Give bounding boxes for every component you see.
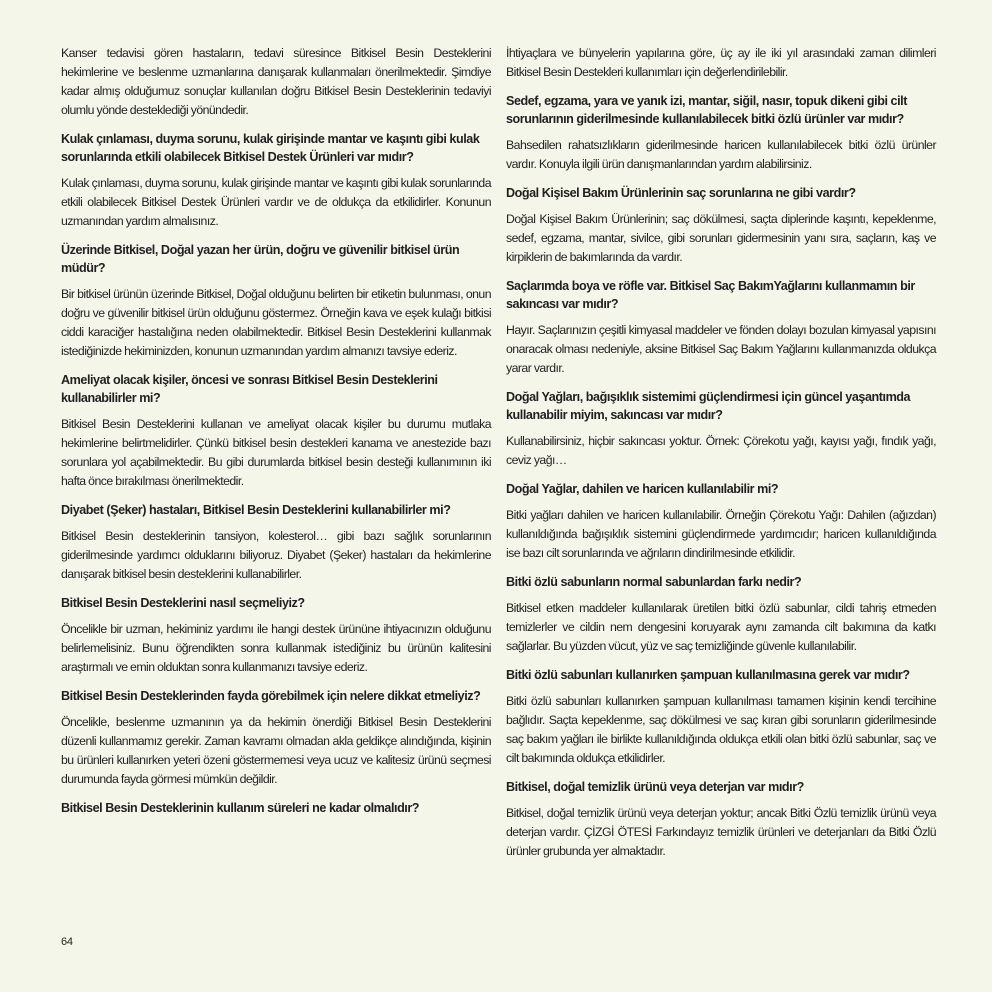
paragraph: Hayır. Saçlarınızın çeşitli kimyasal maddeler ve fönden dolayı bozulan kimyasal yapısını onaracak olması nedeniyle, aksine Bitkisel Saç Bakım Yağlarını kullanmanızda oldukça yarar vardır. bbox=[506, 323, 936, 375]
paragraph: Kullanabilirsiniz, hiçbir sakıncası yoktur. Örnek: Çörekotu yağı, kayısı yağı, fındık yağı, ceviz yağı… bbox=[506, 434, 936, 467]
left-column bbox=[61, 44, 491, 825]
paragraph: Bitki yağları dahilen ve haricen kullanılabilir. Örneğin Çörekotu Yağı: Dahilen (ağızdan) kullanıldığında bağışıklık sistemini güçlendirmede yardımcıdır; haricen kullanıldığında ise bazı cilt sorunlarında ve ağrıların dindirilmesinde etkilidir. bbox=[506, 508, 936, 560]
paragraph: Doğal Kişisel Bakım Ürünlerinin; saç dökülmesi, saçta diplerinde kaşıntı, kepeklenme, sedef, egzama, mantar, sivilce, gibi sorunları gidermesinin yanı sıra, saçların, kaş ve kirpiklerin de bakımlarında da vardır. bbox=[506, 212, 936, 264]
paragraph: Bitkisel Besin desteklerinin tansiyon, kolesterol… gibi bazı sağlık sorunlarının giderilmesinde yardımcı olduklarını biliyoruz. Diyabet (Şeker) hastaları da hekimlerine danışarak bitkisel besin desteklerini kullanabilirler. bbox=[61, 529, 491, 581]
question-heading: Bitkisel, doğal temizlik ürünü veya deterjan var mıdır? bbox=[506, 780, 804, 794]
paragraph: Kanser tedavisi gören hastaların, tedavi süresince Bitkisel Besin Desteklerini hekimlerine ve beslenme uzmanlarına danışarak kullanmaları önerilmektedir. Şimdiye kadar almış olduğumuz sonuçlar kullanılan doğru Bitkisel Besin Desteklerinin tedaviyi olumlu yönde desteklediği yönündedir. bbox=[61, 46, 491, 117]
question-heading: Bitkisel Besin Desteklerinden fayda görebilmek için nelere dikkat etmeliyiz? bbox=[61, 689, 481, 703]
question-heading: Bitki özlü sabunları kullanırken şampuan kullanılmasına gerek var mıdır? bbox=[506, 668, 910, 682]
paragraph: Bitkisel Besin Desteklerini kullanan ve ameliyat olacak kişiler bu durumu mutlaka hekimlerine belirtmelidirler. Çünkü bitkisel besin destekleri kanama ve anestezide bazı sorunlara yol açabilmektedir. Bu gibi durumlarda bitkisel besin desteği kullanımının iki hafta önce bırakılması önerilmektedir. bbox=[61, 417, 491, 488]
question-heading: Saçlarımda boya ve röfle var. Bitkisel Saç BakımYağlarını kullanmamın bir sakıncası var mıdır? bbox=[506, 279, 915, 311]
paragraph: Bitkisel etken maddeler kullanılarak üretilen bitki özlü sabunlar, cildi tahriş etmeden temizlerler ve cildin nem dengesini koruyarak aynı zamanda cilt bakımına da katkı sağlarlar. Bu yüzden vücut, yüz ve saç temizliğinde güvenle kullanılabilir. bbox=[506, 601, 936, 653]
question-heading: Doğal Yağları, bağışıklık sistemimi güçlendirmesi için güncel yaşantımda kullanabilir miyim, sakıncası var mıdır? bbox=[506, 390, 911, 422]
question-heading: Sedef, egzama, yara ve yanık izi, mantar, siğil, nasır, topuk dikeni gibi cilt sorunlarının giderilmesinde kullanılabilecek bitki özlü ürünler var mıdır? bbox=[506, 94, 907, 126]
paragraph: Bahsedilen rahatsızlıkların giderilmesinde haricen kullanılabilecek bitki özlü ürünler vardır. Konuyla ilgili ürün danışmanlarından yardım alabilirsiniz. bbox=[506, 138, 936, 171]
page-number: 64 bbox=[61, 936, 73, 948]
question-heading: Doğal Kişisel Bakım Ürünlerinin saç sorunlarına ne gibi vardır? bbox=[506, 186, 856, 200]
question-heading: Üzerinde Bitkisel, Doğal yazan her ürün, doğru ve güvenilir bitkisel ürün müdür? bbox=[61, 243, 460, 275]
question-heading: Bitkisel Besin Desteklerinin kullanım süreleri ne kadar olmalıdır? bbox=[61, 801, 420, 815]
question-heading: Doğal Yağlar, dahilen ve haricen kullanılabilir mi? bbox=[506, 482, 779, 496]
question-heading: Kulak çınlaması, duyma sorunu, kulak girişinde mantar ve kaşıntı gibi kulak sorunlarında etkili olabilecek Bitkisel Destek Ürünleri var mıdır? bbox=[61, 132, 480, 164]
paragraph: Öncelikle bir uzman, hekiminiz yardımı ile hangi destek ürününe ihtiyacınızın olduğunu belirlemelisiniz. Bunu öğrendikten sonra kullanmak istediğiniz bu ürünün kalitesini araştırmalı ve emin olduktan sonra kullanmanızı tavsiye ederiz. bbox=[61, 622, 491, 674]
question-heading: Bitkisel Besin Desteklerini nasıl seçmeliyiz? bbox=[61, 596, 305, 610]
paragraph: Bir bitkisel ürünün üzerinde Bitkisel, Doğal olduğunu belirten bir etiketin bulunması, onun doğru ve güvenilir bitkisel ürün olduğunu göstermez. Örneğin kava ve eşek kulağı bitkisi ciddi karaciğer hastalığına neden olabilmektedir. Bitkisel Besin Desteklerini kullanmak istediğinizde hekiminizden, konunun uzmanından yardım almanızı tavsiye ederiz. bbox=[61, 287, 491, 358]
paragraph: Öncelikle, beslenme uzmanının ya da hekimin önerdiği Bitkisel Besin Desteklerini düzenli kullanmamız gerekir. Zaman kavramı olmadan akla geldikçe alındığında, kişinin bu ürünleri kullanırken yeteri özeni göstermemesi veya ucuz ve kalitesiz ürünü seçmesi durumunda fayda görmesi mümkün değildir. bbox=[61, 715, 491, 786]
paragraph: Bitki özlü sabunları kullanırken şampuan kullanılması tamamen kişinin kendi tercihine bağlıdır. Saçta kepeklenme, saç dökülmesi ve saç kıran gibi sorunların giderilmesinde saç bakım yağları ile birlikte kullanıldığında oldukça etkili olan bitki özlü sabunlar, saç ve cilt bakımında oldukça etkilidirler. bbox=[506, 694, 936, 765]
question-heading: Bitki özlü sabunların normal sabunlardan farkı nedir? bbox=[506, 575, 802, 589]
question-heading: Diyabet (Şeker) hastaları, Bitkisel Besin Desteklerini kullanabilirler mi? bbox=[61, 503, 451, 517]
paragraph: İhtiyaçlara ve bünyelerin yapılarına göre, üç ay ile iki yıl arasındaki zaman dilimleri Bitkisel Besin Destekleri kullanımları için değerlendirilebilir. bbox=[506, 46, 936, 79]
paragraph: Bitkisel, doğal temizlik ürünü veya deterjan yoktur; ancak Bitki Özlü temizlik ürünü veya deterjan vardır. ÇİZGİ ÖTESİ Farkındayız temizlik ürünleri ve deterjanları da Bitki Özlü ürünler grubunda yer almaktadır. bbox=[506, 806, 936, 858]
right-column bbox=[506, 44, 936, 871]
question-heading: Ameliyat olacak kişiler, öncesi ve sonrası Bitkisel Besin Desteklerini kullanabilirler mi? bbox=[61, 373, 438, 405]
paragraph: Kulak çınlaması, duyma sorunu, kulak girişinde mantar ve kaşıntı gibi kulak sorunlarında etkili olabilecek Bitkisel Destek Ürünleri vardır ve de oldukça da etkilidirler. Konunun uzmanından yardım almalısınız. bbox=[61, 176, 491, 228]
